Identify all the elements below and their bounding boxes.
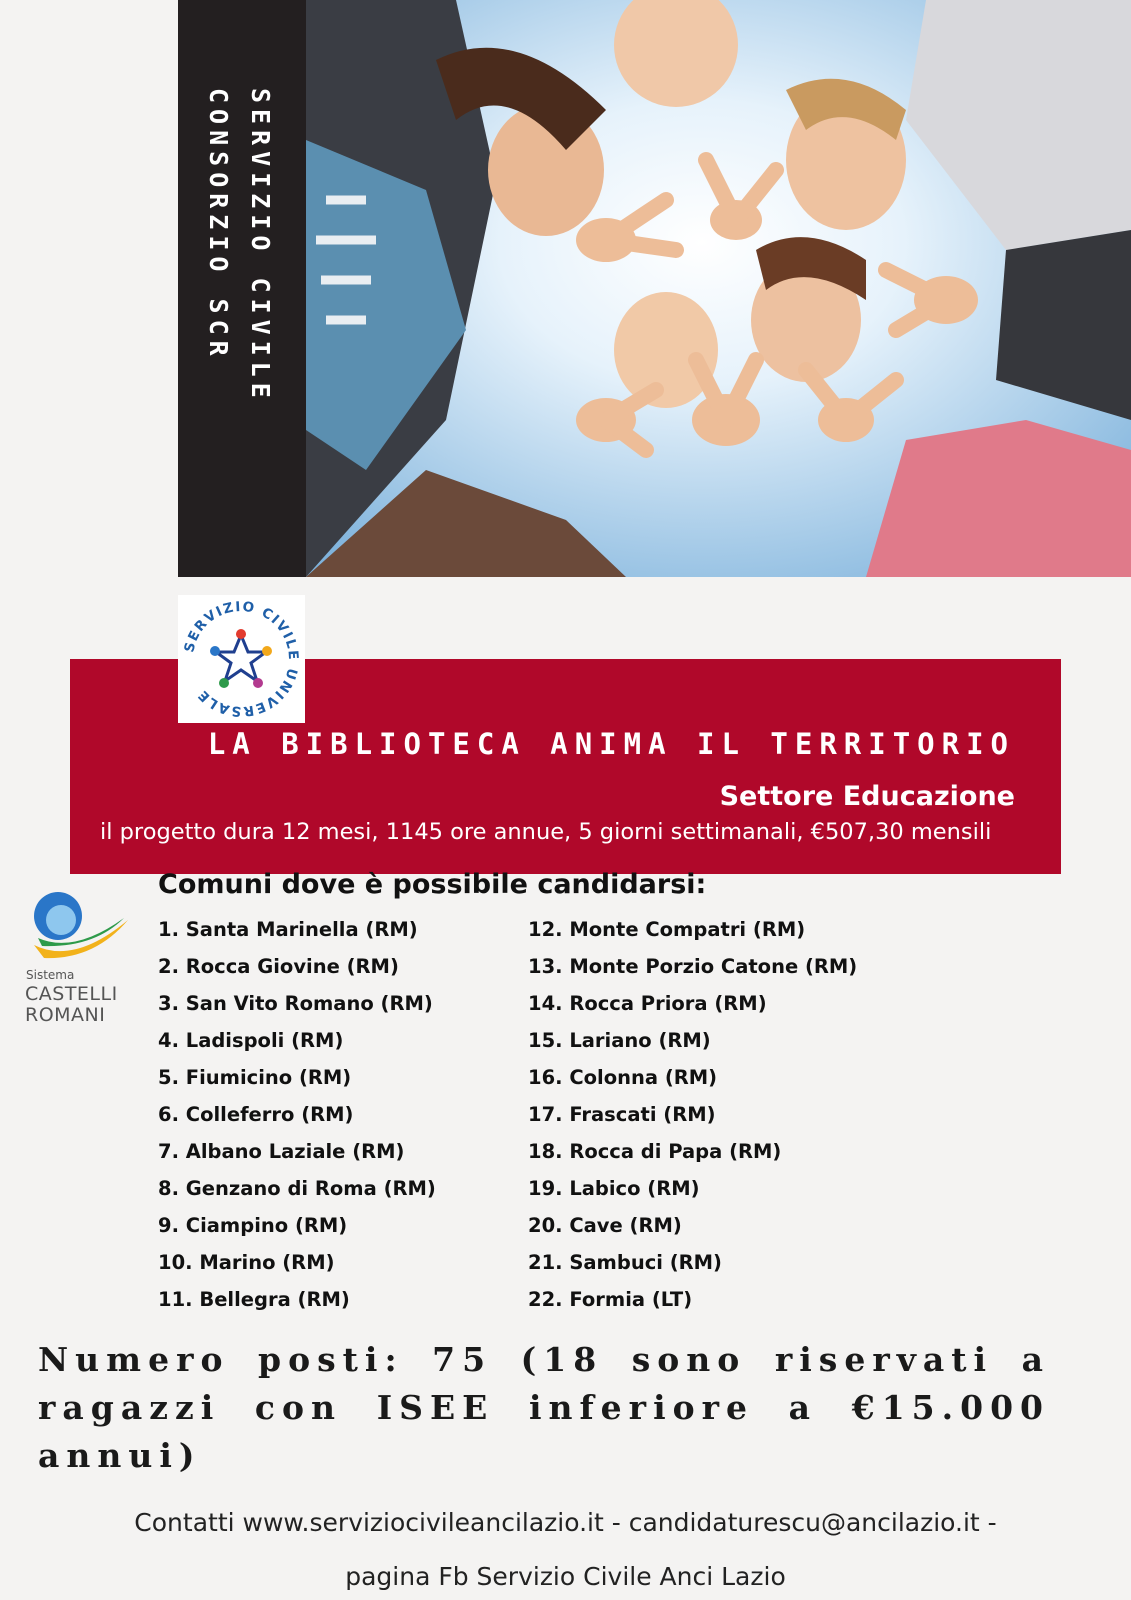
list-item: 13. Monte Porzio Catone (RM) (528, 955, 858, 978)
project-sector: Settore Educazione (719, 781, 1015, 812)
list-item: 1. Santa Marinella (RM) (158, 918, 418, 941)
list-item: 21. Sambuci (RM) (528, 1251, 722, 1274)
list-item: 8. Genzano di Roma (RM) (158, 1177, 436, 1200)
list-item: 16. Colonna (RM) (528, 1066, 718, 1089)
hero-photo (306, 0, 1131, 577)
list-item: 20. Cave (RM) (528, 1214, 682, 1237)
comuni-list-right (528, 918, 857, 1325)
contacts-line-1: Contatti www.serviziocivileancilazio.it - candidaturescu@ancilazio.it - (134, 1508, 997, 1537)
hero-illustration (306, 0, 1131, 577)
castelli-romani-logo (24, 890, 134, 1035)
comuni-list-left (158, 918, 436, 1325)
list-item: 12. Monte Compatri (RM) (528, 918, 806, 941)
list-item: 4. Ladispoli (RM) (158, 1029, 344, 1052)
list-item: 17. Frascati (RM) (528, 1103, 716, 1126)
list-item: 7. Albano Laziale (RM) (158, 1140, 405, 1163)
list-item: 11. Bellegra (RM) (158, 1288, 350, 1311)
project-details: il progetto dura 12 mesi, 1145 ore annue, 5 giorni settimanali, €507,30 mensili (100, 819, 992, 845)
seats-info: Numero posti: 75 (18 sono riservati a ragazzi con ISEE inferiore a €15.000 annui) (38, 1340, 1050, 1475)
strip-text-consorzio: CONSORZIO SCR (204, 88, 233, 362)
svg-text:SERVIZIO CIVILE UNIVERSALE: SERVIZIO CIVILE UNIVERSALE (181, 598, 302, 720)
project-title: LA BIBLIOTECA ANIMA IL TERRITORIO (207, 727, 1015, 761)
castelli-label-line2: ROMANI (25, 1004, 106, 1026)
list-item: 3. San Vito Romano (RM) (158, 992, 433, 1015)
list-item: 18. Rocca di Papa (RM) (528, 1140, 782, 1163)
comuni-heading: Comuni dove è possibile candidarsi: (158, 869, 707, 900)
strip-text-servizio-civile: SERVIZIO CIVILE (246, 88, 275, 404)
servizio-civile-universale-logo (178, 595, 305, 723)
list-item: 19. Labico (RM) (528, 1177, 700, 1200)
castelli-small-label: Sistema (26, 968, 75, 982)
castelli-emblem-icon (24, 890, 134, 970)
list-item: 6. Colleferro (RM) (158, 1103, 354, 1126)
scu-emblem-icon (178, 595, 305, 723)
castelli-label-line1: CASTELLI (25, 983, 118, 1005)
list-item: 14. Rocca Priora (RM) (528, 992, 767, 1015)
list-item: 9. Ciampino (RM) (158, 1214, 348, 1237)
list-item: 2. Rocca Giovine (RM) (158, 955, 399, 978)
side-strip (178, 0, 306, 577)
list-item: 22. Formia (LT) (528, 1288, 693, 1311)
contacts-line-2: pagina Fb Servizio Civile Anci Lazio (345, 1562, 786, 1591)
list-item: 10. Marino (RM) (158, 1251, 335, 1274)
list-item: 15. Lariano (RM) (528, 1029, 711, 1052)
list-item: 5. Fiumicino (RM) (158, 1066, 352, 1089)
